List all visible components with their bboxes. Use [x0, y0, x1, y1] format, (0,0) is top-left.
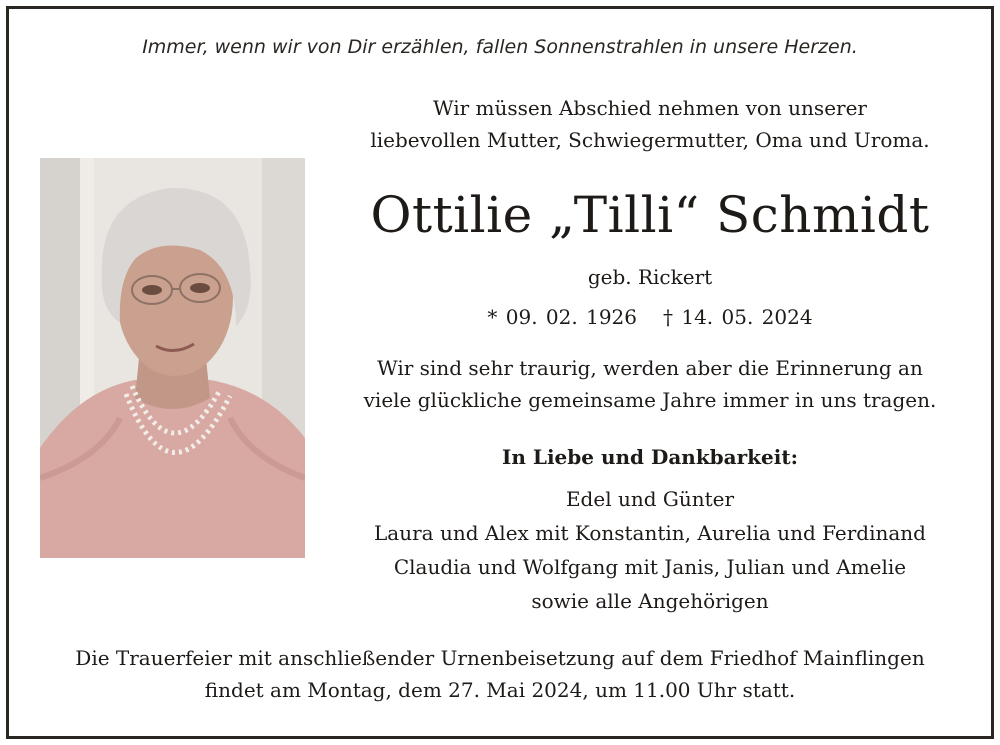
funeral-line: findet am Montag, dem 27. Mai 2024, um 11.00 Uhr statt. [204, 678, 796, 702]
intro-line: liebevollen Mutter, Schwiegermutter, Oma und Uroma. [370, 128, 930, 152]
deceased-name: Ottilie „Tilli“ Schmidt [370, 186, 930, 244]
family-entry: Edel und Günter [565, 487, 735, 511]
family-entry: Claudia und Wolfgang mit Janis, Julian und Amelie [393, 555, 907, 579]
funeral-info [0, 642, 1000, 706]
grief-line: Wir sind sehr traurig, werden aber die Erinnerung an [377, 356, 923, 380]
family-entry: Laura und Alex mit Konstantin, Aurelia und Ferdinand [374, 521, 926, 545]
death-date: † 14. 05. 2024 [663, 305, 813, 329]
intro-text [330, 92, 970, 156]
family-entry: sowie alle Angehörigen [531, 589, 769, 613]
portrait-photo [40, 158, 305, 558]
grief-line: viele glückliche gemeinsame Jahre immer in uns tragen. [363, 388, 937, 412]
maiden-name: geb. Rickert [587, 265, 713, 289]
funeral-line: Die Trauerfeier mit anschließender Urnenbeisetzung auf dem Friedhof Mainflingen [75, 646, 925, 670]
family-list [330, 482, 970, 618]
birth-date: * 09. 02. 1926 [487, 305, 637, 329]
grief-text [330, 352, 970, 416]
intro-line: Wir müssen Abschied nehmen von unserer [433, 96, 867, 120]
life-dates [330, 302, 970, 332]
portrait-illustration [40, 158, 305, 558]
motto: Immer, wenn wir von Dir erzählen, fallen Sonnenstrahlen in unsere Herzen. [142, 36, 858, 58]
closing-line: In Liebe und Dankbarkeit: [502, 445, 798, 469]
